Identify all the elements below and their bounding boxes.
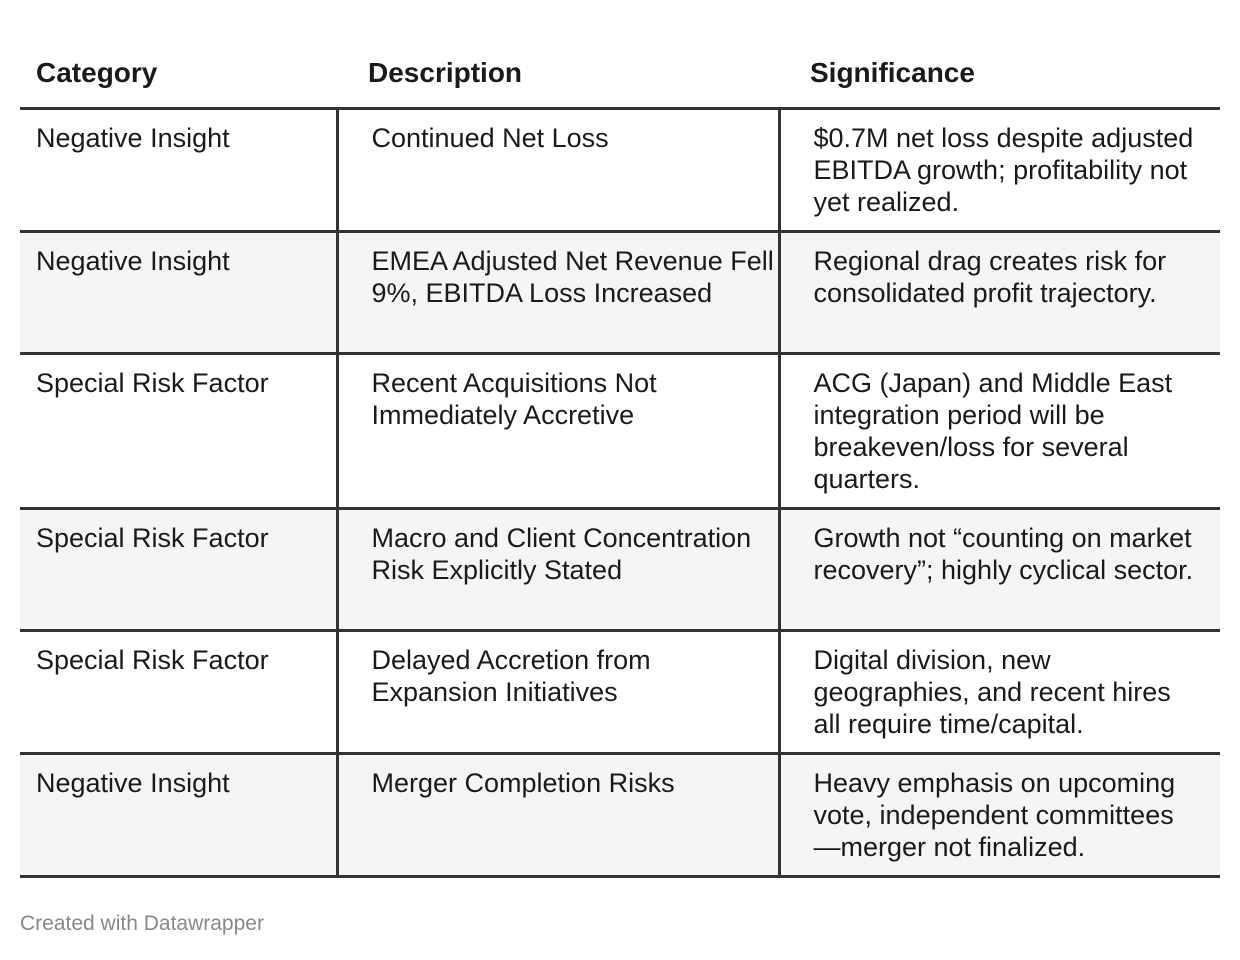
table-body [20,109,1220,877]
table-header [20,51,1220,109]
cell-significance: Heavy emphasis on upcoming vote, independent committees—merger not finalized. [779,754,1220,877]
cell-description: EMEA Adjusted Net Revenue Fell 9%, EBITDA Loss Increased [337,232,779,354]
cell-category: Negative Insight [20,754,337,877]
data-table-container [20,51,1220,878]
column-header-description[interactable]: Description [337,51,779,109]
cell-description: Recent Acquisitions Not Immediately Accretive [337,354,779,509]
cell-category: Special Risk Factor [20,631,337,754]
cell-significance: $0.7M net loss despite adjusted EBITDA growth; profitability not yet realized. [779,109,1220,232]
cell-description: Delayed Accretion from Expansion Initiatives [337,631,779,754]
datawrapper-credit[interactable]: Created with Datawrapper [20,912,264,935]
cell-category: Negative Insight [20,232,337,354]
table-row [20,631,1220,754]
cell-category: Special Risk Factor [20,354,337,509]
column-header-category[interactable]: Category [20,51,337,109]
cell-category: Special Risk Factor [20,509,337,631]
table-row [20,754,1220,877]
table-row [20,354,1220,509]
table-row [20,109,1220,232]
cell-significance: ACG (Japan) and Middle East integration period will be breakeven/loss for several quarters. [779,354,1220,509]
cell-description: Continued Net Loss [337,109,779,232]
cell-significance: Digital division, new geographies, and recent hires all require time/capital. [779,631,1220,754]
cell-description: Macro and Client Concentration Risk Explicitly Stated [337,509,779,631]
table-row [20,232,1220,354]
cell-significance: Growth not “counting on market recovery”; highly cyclical sector. [779,509,1220,631]
cell-significance: Regional drag creates risk for consolidated profit trajectory. [779,232,1220,354]
column-header-significance[interactable]: Significance [779,51,1220,109]
risk-insights-table [20,51,1220,878]
cell-category: Negative Insight [20,109,337,232]
header-row [20,51,1220,109]
cell-description: Merger Completion Risks [337,754,779,877]
table-row [20,509,1220,631]
